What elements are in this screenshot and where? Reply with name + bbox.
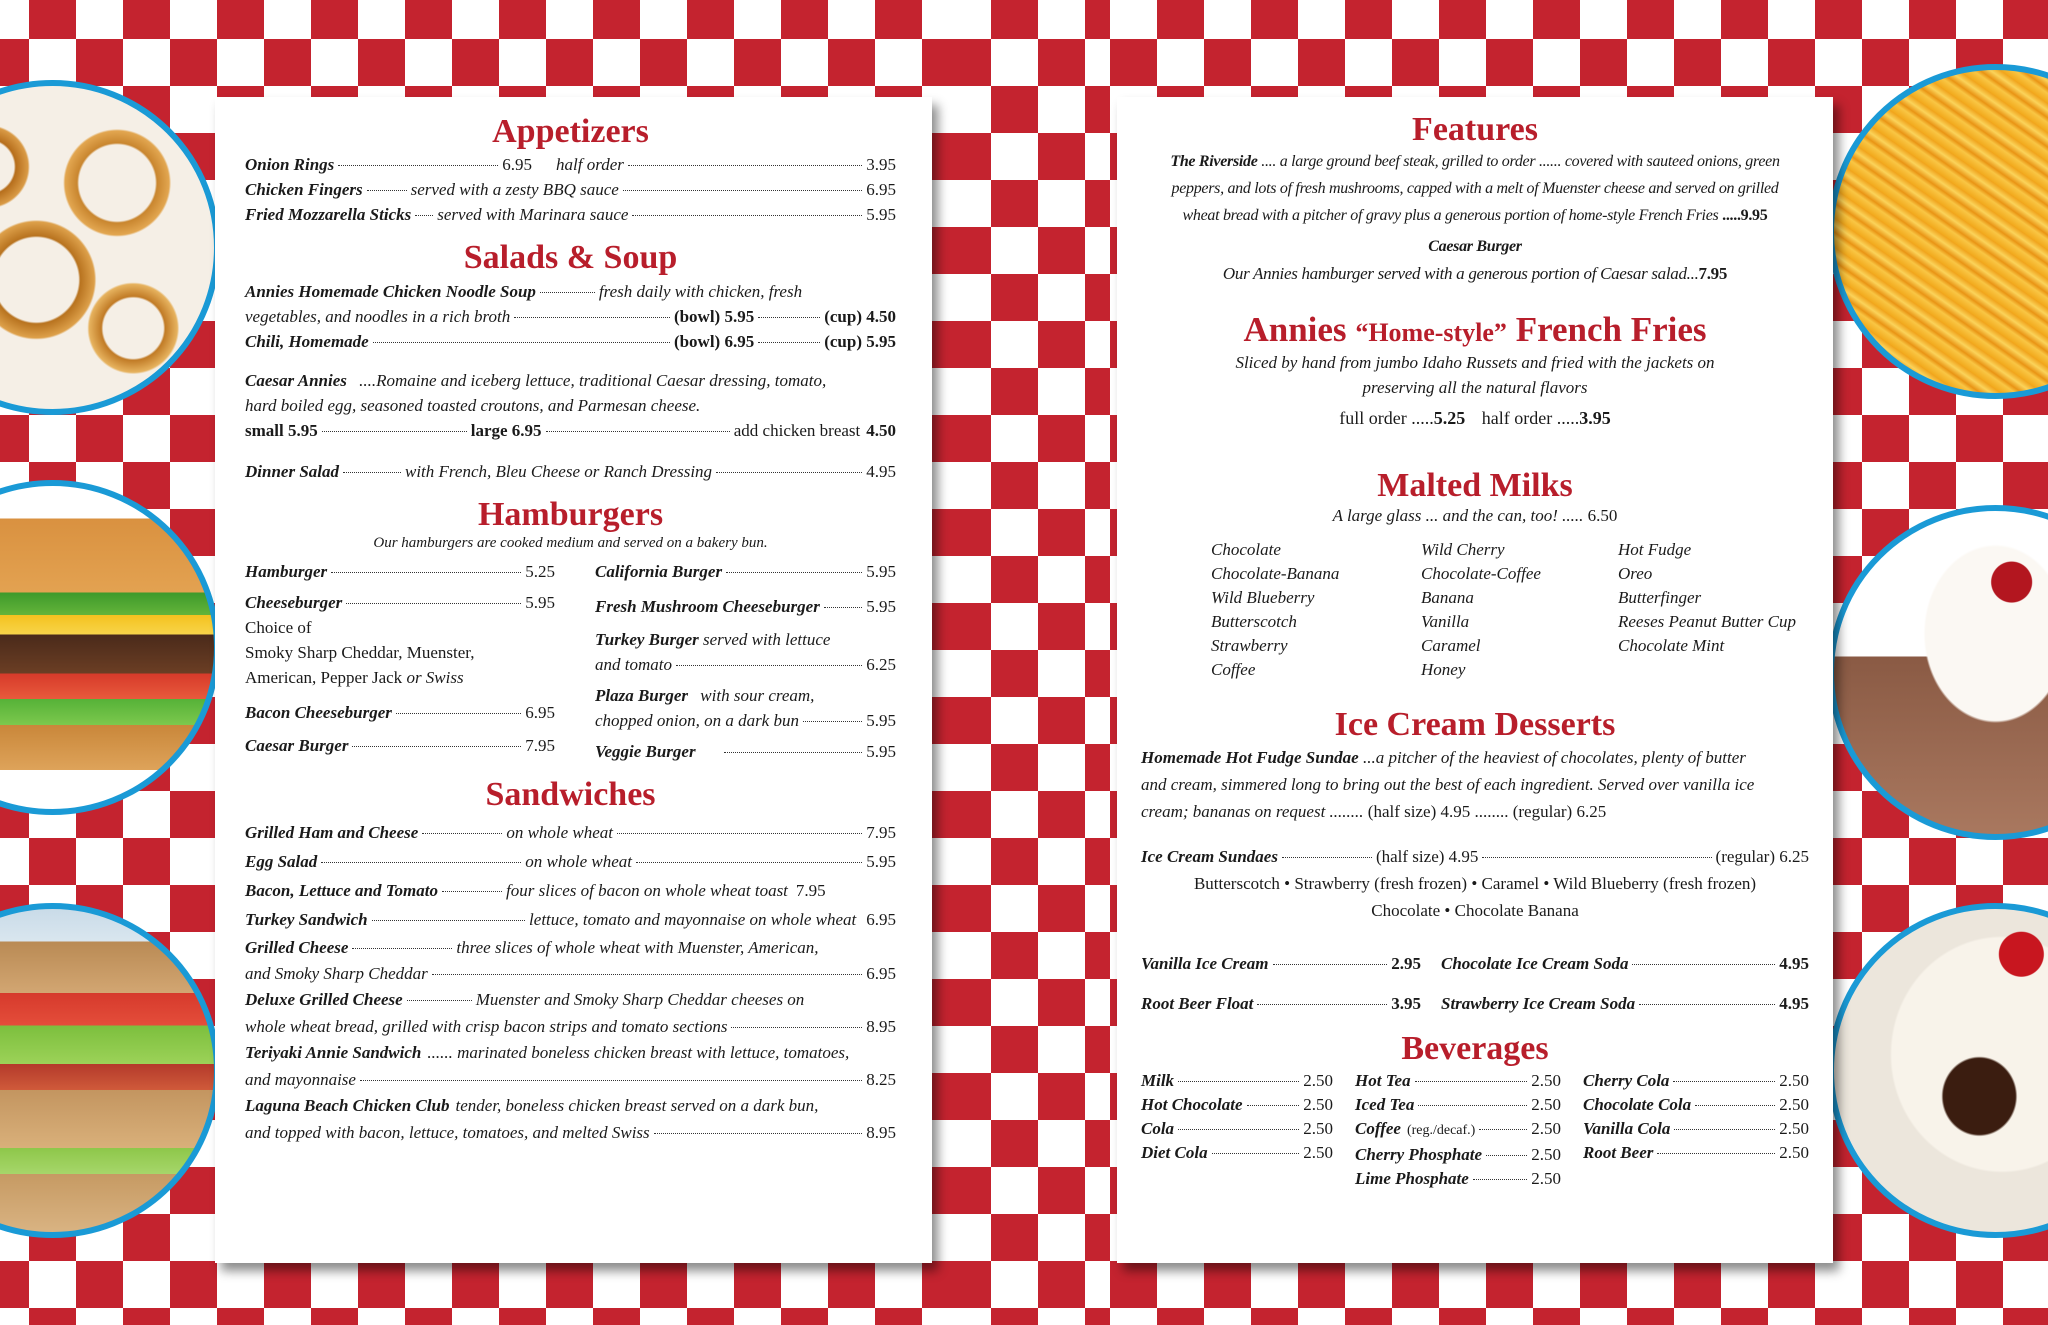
feature-item: Caesar Burger bbox=[1428, 238, 1522, 256]
menu-item-cont: and mayonnaise 8.25 bbox=[245, 1069, 896, 1089]
beverage-name: Cherry Phosphate bbox=[1355, 1145, 1483, 1165]
dessert-item: Root Beer Float 3.95 bbox=[1141, 993, 1421, 1013]
dessert-col bbox=[1441, 944, 1809, 1024]
menu-item-cont: whole wheat bread, grilled with crisp bacon strips and tomato sections 8.95 bbox=[245, 1016, 896, 1036]
left-menu-panel bbox=[215, 97, 932, 1263]
dessert-item: Chocolate Ice Cream Soda 4.95 bbox=[1441, 953, 1809, 973]
beverage-name: Iced Tea bbox=[1355, 1095, 1415, 1115]
malts-col bbox=[1211, 538, 1421, 682]
appetizers-title: Appetizers bbox=[492, 113, 649, 150]
beverage-name: Vanilla Cola bbox=[1583, 1119, 1671, 1139]
menu-item-note: American, Pepper Jack or Swiss bbox=[245, 668, 464, 688]
dessert-item: Strawberry Ice Cream Soda 4.95 bbox=[1441, 993, 1809, 1013]
feature-item: The Riverside .... a large ground beef steak, grilled to order ...... covered with sauteed onions, green bbox=[1170, 153, 1780, 171]
feature-item-cont: wheat bread with a pitcher of gravy plus a generous portion of home-style French Fries .....9.95 bbox=[1182, 207, 1768, 225]
beverage-item bbox=[1583, 1069, 1809, 1093]
hamburgers-section bbox=[245, 559, 896, 764]
malts-col bbox=[1618, 538, 1809, 682]
malt-flavor: Chocolate bbox=[1211, 540, 1281, 560]
malt-flavor: Strawberry bbox=[1211, 636, 1288, 656]
beverage-price: 2.50 bbox=[1303, 1119, 1333, 1139]
fries-desc: preserving all the natural flavors bbox=[1362, 377, 1588, 397]
menu-item-cont: chopped onion, on a dark bun 5.95 bbox=[595, 711, 896, 731]
dessert-item: Vanilla Ice Cream 2.95 bbox=[1141, 953, 1421, 973]
beverage-price: 2.50 bbox=[1531, 1119, 1561, 1139]
beverage-name: Cola bbox=[1141, 1119, 1175, 1139]
dessert-item-cont: cream; bananas on request ........ (half size) 4.95 ........ (regular) 6.25 bbox=[1141, 801, 1607, 821]
milkshake-photo bbox=[1828, 505, 2048, 840]
beverage-name: Cherry Cola bbox=[1583, 1071, 1670, 1091]
menu-item: Onion Rings 6.95 half order 3.95 bbox=[245, 155, 896, 175]
salads-title: Salads & Soup bbox=[463, 239, 678, 277]
beverages-col bbox=[1583, 1069, 1809, 1191]
menu-item: Bacon, Lettuce and Tomato four slices of bacon on whole wheat toast 7.95 bbox=[245, 880, 826, 900]
hamburgers-col-left bbox=[245, 559, 555, 764]
beverage-price: 2.50 bbox=[1531, 1169, 1561, 1189]
hamburgers-col-right bbox=[595, 559, 896, 764]
dessert-item-cont: and cream, simmered long to bring out the best of each ingredient. Served over vanilla ice bbox=[1141, 774, 1755, 794]
beverage-item bbox=[1141, 1117, 1333, 1141]
malt-flavor: Reeses Peanut Butter Cup bbox=[1618, 612, 1796, 632]
beverage-item bbox=[1141, 1069, 1333, 1093]
beverage-item bbox=[1355, 1093, 1561, 1117]
beverage-price: 2.50 bbox=[1531, 1145, 1561, 1165]
beverage-item bbox=[1355, 1117, 1561, 1143]
sundae-photo bbox=[1828, 903, 2048, 1238]
menu-item: Caesar Burger 7.95 bbox=[245, 736, 555, 756]
malts-desc: A large glass ... and the can, too! ..... 6.50 bbox=[1332, 506, 1618, 526]
menu-item: Veggie Burger 5.95 bbox=[595, 742, 896, 762]
menu-item: Chili, Homemade (bowl) 6.95 (cup) 5.95 bbox=[245, 331, 896, 351]
beverage-price: 2.50 bbox=[1303, 1095, 1333, 1115]
malt-flavor: Banana bbox=[1421, 588, 1474, 608]
beverage-item bbox=[1141, 1141, 1333, 1165]
beverage-price: 2.50 bbox=[1531, 1071, 1561, 1091]
feature-item-cont: peppers, and lots of fresh mushrooms, capped with a melt of Muenster cheese and served on grilled bbox=[1171, 180, 1779, 198]
beverage-name: Hot Tea bbox=[1355, 1071, 1411, 1091]
menu-item: Plaza Burger with sour cream, bbox=[595, 686, 815, 706]
menu-item-note: Smoky Sharp Cheddar, Muenster, bbox=[245, 643, 475, 663]
beverages-col bbox=[1141, 1069, 1333, 1191]
malts-title: Malted Milks bbox=[1377, 466, 1573, 504]
dessert-grid bbox=[1141, 944, 1809, 1024]
fries-title: Annies “Home-style” French Fries bbox=[1243, 310, 1707, 350]
malts-flavors bbox=[1211, 538, 1809, 682]
menu-item: Fried Mozzarella Sticks served with Marinara sauce 5.95 bbox=[245, 205, 896, 225]
malt-flavor: Hot Fudge bbox=[1618, 540, 1692, 560]
malt-flavor: Coffee bbox=[1211, 660, 1256, 680]
beverage-note: (reg./decaf.) bbox=[1406, 1123, 1476, 1139]
malt-flavor: Honey bbox=[1421, 660, 1466, 680]
menu-item: California Burger 5.95 bbox=[595, 562, 896, 582]
beverage-price: 2.50 bbox=[1779, 1071, 1809, 1091]
beverage-name: Chocolate Cola bbox=[1583, 1095, 1692, 1115]
dessert-flavors: Butterscotch • Strawberry (fresh frozen) • Caramel • Wild Blueberry (fresh frozen) bbox=[1193, 873, 1757, 893]
hamburgers-title: Hamburgers bbox=[477, 495, 664, 533]
features-title: Features bbox=[1412, 111, 1538, 148]
dessert-flavors: Chocolate • Chocolate Banana bbox=[1371, 900, 1579, 920]
malt-flavor: Chocolate Mint bbox=[1618, 636, 1725, 656]
menu-item-cont: and topped with bacon, lettuce, tomatoes, and melted Swiss 8.95 bbox=[245, 1122, 896, 1142]
menu-item: Turkey Burger served with lettuce bbox=[595, 630, 831, 650]
menu-item: Chicken Fingers served with a zesty BBQ sauce 6.95 bbox=[245, 180, 896, 200]
beverage-item bbox=[1355, 1069, 1561, 1093]
right-menu-panel bbox=[1117, 97, 1833, 1263]
fries-desc: Sliced by hand from jumbo Idaho Russets and fried with the jackets on bbox=[1235, 352, 1715, 372]
menu-item: Fresh Mushroom Cheeseburger 5.95 bbox=[595, 597, 896, 617]
menu-item-note: Choice of bbox=[245, 618, 312, 638]
feature-item-cont: Our Annies hamburger served with a generous portion of Caesar salad...7.95 bbox=[1222, 264, 1728, 284]
menu-item: Deluxe Grilled Cheese Muenster and Smoky Sharp Cheddar cheeses on bbox=[245, 989, 805, 1009]
beverage-price: 2.50 bbox=[1779, 1143, 1809, 1163]
dessert-item: Homemade Hot Fudge Sundae ...a pitcher of the heaviest of chocolates, plenty of butter bbox=[1141, 747, 1746, 767]
menu-item: Turkey Sandwich lettuce, tomato and mayonnaise on whole wheat 6.95 bbox=[245, 909, 896, 929]
appetizers-section bbox=[245, 152, 896, 227]
menu-item: Hamburger 5.25 bbox=[245, 562, 555, 582]
menu-item-cont: vegetables, and noodles in a rich broth (bowl) 5.95 (cup) 4.50 bbox=[245, 306, 896, 326]
menu-item: Cheeseburger 5.95 bbox=[245, 593, 555, 613]
beverage-name: Root Beer bbox=[1583, 1143, 1654, 1163]
beverage-item bbox=[1583, 1117, 1809, 1141]
sandwiches-title: Sandwiches bbox=[485, 776, 656, 814]
beverage-name: Lime Phosphate bbox=[1355, 1169, 1469, 1189]
menu-item-cont: and Smoky Sharp Cheddar 6.95 bbox=[245, 963, 896, 983]
beverage-price: 2.50 bbox=[1303, 1143, 1333, 1163]
french-fries-photo bbox=[1828, 64, 2048, 399]
fries-prices: full order .....5.25 half order .....3.95 bbox=[1339, 407, 1611, 428]
malt-flavor: Butterfinger bbox=[1618, 588, 1702, 608]
beverage-item bbox=[1141, 1093, 1333, 1117]
desserts-section bbox=[1141, 744, 1809, 1024]
menu-item: Grilled Ham and Cheese on whole wheat 7.95 bbox=[245, 822, 896, 842]
beverage-price: 2.50 bbox=[1303, 1071, 1333, 1091]
beverage-item bbox=[1355, 1143, 1561, 1167]
malt-flavor: Oreo bbox=[1618, 564, 1653, 584]
malt-flavor: Vanilla bbox=[1421, 612, 1470, 632]
menu-item: Bacon Cheeseburger 6.95 bbox=[245, 703, 555, 723]
beverage-name: Hot Chocolate bbox=[1141, 1095, 1243, 1115]
malt-flavor: Wild Blueberry bbox=[1211, 588, 1315, 608]
checker-divider bbox=[950, 0, 1098, 1325]
sandwiches-section bbox=[245, 818, 896, 1145]
menu-item-cont: hard boiled egg, seasoned toasted croutons, and Parmesan cheese. bbox=[245, 395, 701, 415]
menu-item: Laguna Beach Chicken Club tender, boneless chicken breast served on a dark bun, bbox=[245, 1095, 819, 1115]
beverage-item bbox=[1583, 1141, 1809, 1165]
malt-flavor: Chocolate-Banana bbox=[1211, 564, 1340, 584]
menu-item-cont: and tomato 6.25 bbox=[595, 655, 896, 675]
features-section bbox=[1141, 148, 1809, 287]
beverage-name: Diet Cola bbox=[1141, 1143, 1208, 1163]
malts-section bbox=[1141, 504, 1809, 682]
beverage-price: 2.50 bbox=[1531, 1095, 1561, 1115]
menu-item: Dinner Salad with French, Bleu Cheese or Ranch Dressing 4.95 bbox=[245, 461, 896, 481]
beverage-price: 2.50 bbox=[1779, 1119, 1809, 1139]
menu-item: Annies Homemade Chicken Noodle Soup fresh daily with chicken, fresh bbox=[245, 281, 803, 301]
beverage-item bbox=[1583, 1093, 1809, 1117]
cheeseburger-photo bbox=[0, 480, 220, 815]
dessert-col bbox=[1141, 944, 1421, 1024]
dessert-item: Ice Cream Sundaes (half size) 4.95 (regular) 6.25 bbox=[1141, 846, 1809, 866]
menu-item: Grilled Cheese three slices of whole wheat with Muenster, American, bbox=[245, 937, 819, 957]
beverage-price: 2.50 bbox=[1779, 1095, 1809, 1115]
malts-col bbox=[1421, 538, 1618, 682]
beverage-item bbox=[1355, 1167, 1561, 1191]
beverages-col bbox=[1355, 1069, 1561, 1191]
fries-section bbox=[1141, 350, 1809, 431]
salads-section bbox=[245, 279, 896, 484]
malt-flavor: Chocolate-Coffee bbox=[1421, 564, 1541, 584]
menu-item: Egg Salad on whole wheat 5.95 bbox=[245, 851, 896, 871]
menu-item-prices: small 5.95 large 6.95 add chicken breast 4.50 bbox=[245, 420, 896, 440]
beverages-title: Beverages bbox=[1401, 1029, 1549, 1067]
desserts-title: Ice Cream Desserts bbox=[1334, 706, 1616, 744]
menu-item: Teriyaki Annie Sandwich ...... marinated boneless chicken breast with lettuce, tomatoes, bbox=[245, 1042, 850, 1062]
malt-flavor: Wild Cherry bbox=[1421, 540, 1505, 560]
menu-item: Caesar Annies ....Romaine and iceberg lettuce, traditional Caesar dressing, tomato, bbox=[245, 370, 827, 390]
malt-flavor: Butterscotch bbox=[1211, 612, 1297, 632]
beverages-section bbox=[1141, 1069, 1809, 1191]
malt-flavor: Caramel bbox=[1421, 636, 1481, 656]
beverage-name: Coffee bbox=[1355, 1119, 1401, 1139]
onion-rings-photo bbox=[0, 80, 220, 415]
sandwich-photo bbox=[0, 903, 220, 1238]
beverage-name: Milk bbox=[1141, 1071, 1175, 1091]
hamburgers-subtitle: Our hamburgers are cooked medium and served on a bakery bun. bbox=[373, 535, 768, 552]
